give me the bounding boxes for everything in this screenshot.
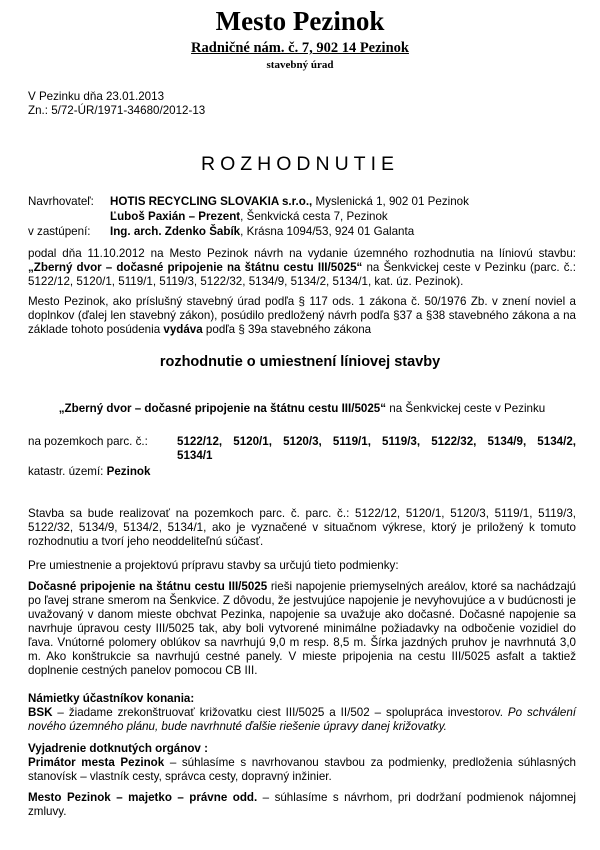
bsk-label: BSK: [28, 706, 53, 719]
property-label: Mesto Pezinok – majetko – právne odd.: [28, 791, 258, 804]
project-line: [28, 402, 576, 416]
city-address: Radničné nám. č. 7, 902 14 Pezinok: [191, 40, 409, 56]
application-rest: na Šenkvickej ceste v Pezinku (parc. č.: 5122/12, 5120/1, 5119/1, 5119/3, 5122/32, 5134/9, 5134/2, 5134/1, kat. úz. Pezinok).: [28, 261, 576, 288]
authority-end: podľa § 39a stavebného zákona: [202, 323, 372, 336]
statement-property: [28, 791, 576, 819]
application-paragraph: [28, 247, 576, 289]
decision-subheading: rozhodnutie o umiestnení líniovej stavby: [159, 354, 441, 370]
parcels-values: 5122/12, 5120/1, 5120/3, 5119/1, 5119/3, 5122/32, 5134/9, 5134/2, 5134/1: [177, 435, 576, 462]
application-line: podal dňa 11.10.2012 na Mesto Pezinok návrh na vydanie územného rozhodnutia na líniovú stavbu:: [28, 247, 576, 260]
authority-paragraph: [28, 295, 576, 337]
cadastre-line: [28, 465, 150, 479]
connection-paragraph: [28, 580, 576, 678]
parcels-label: na pozemkoch parc. č.:: [28, 435, 148, 448]
statement-primator: [28, 756, 576, 784]
statements-heading: Vyjadrenie dotknutých orgánov :: [28, 742, 208, 755]
project-name: „Zberný dvor – dočasné pripojenie na štátnu cestu III/5025“: [28, 261, 363, 274]
primator-text: – súhlasíme s navrhovanou stavbou za podmienky, predloženia súhlasných stanovísk – vlastník cesty, správca cesty, dopravný inžinier.: [28, 756, 576, 783]
connection-heading: Dočasné pripojenie na štátnu cestu III/5025: [28, 580, 268, 593]
authority-text: Mesto Pezinok, ako príslušný stavebný úrad podľa § 117 ods. 1 zákona č. 50/1976 Zb. v znení noviel a doplnkov (ďalej len stavebný zákon), posúdilo predložený návrh podľa §37 a §38 stavebného zákona a na základe tohoto posúdenia: [28, 295, 576, 336]
location-paragraph: Stavba sa bude realizovať na pozemkoch parc. č. parc. č.: 5122/12, 5120/1, 5120/3, 5119/1, 5119/3, 5122/32, 5134/9, 5134/2, 5134/1, ako je vyznačené v situačnom výkrese, ktorý je priložený k tomuto rozhodnutiu a tvorí jeho neoddeliteľnú súčasť.: [28, 507, 576, 548]
proxy-address: , Krásna 1094/53, 924 01 Galanta: [240, 225, 415, 238]
city-title: Mesto Pezinok: [215, 6, 385, 36]
primator-label: Primátor mesta Pezinok: [28, 756, 165, 769]
issues-word: vydáva: [163, 323, 203, 336]
place-date: V Pezinku dňa 23.01.2013: [28, 90, 165, 103]
proxy-name: Ing. arch. Zdenko Šabík: [110, 225, 241, 238]
cadastre-label: katastr. území:: [28, 465, 104, 478]
project-line-rest: na Šenkvickej ceste v Pezinku: [386, 402, 546, 415]
applicant-name: HOTIS RECYCLING SLOVAKIA s.r.o.,: [110, 195, 313, 208]
applicant-line: [110, 195, 576, 209]
director-line: [110, 210, 576, 224]
proxy-label: v zastúpení:: [28, 225, 91, 238]
objections-bsk: [28, 706, 576, 734]
office-name: stavebný úrad: [266, 59, 334, 71]
property-text: – súhlasíme s návrhom, pri dodržaní podmienok nájomnej zmluvy.: [28, 791, 576, 818]
bsk-italic: Po schválení nového územného plánu, bude navrhnuté ďalšie riešenie úpravy danej križovatky.: [28, 706, 576, 733]
project-line-name: „Zberný dvor – dočasné pripojenie na štátnu cestu III/5025“: [58, 402, 387, 415]
proxy-line: [110, 225, 576, 239]
file-number: Zn.: 5/72-ÚR/1971-34680/2012-13: [28, 104, 206, 117]
director-name: Ľuboš Paxián – Prezent: [110, 210, 241, 223]
objections-heading: Námietky účastníkov konania:: [28, 692, 195, 705]
decision-title: ROZHODNUTIE: [201, 153, 399, 175]
cadastre-value: Pezinok: [106, 465, 151, 478]
connection-text: rieši napojenie priemyselných areálov, ktoré sa nachádzajú po ľavej strane smerom na Šenkvice. Z dôvodu, že jestvujúce napojenie je nevyhovujúce a v budúcnosti je uvažovaný v danom mieste obchvat Pezinka, napojenie sa uvažuje ako dočasné. Dočasné napojenie sa navrhuje úpravou cesty III/5025 tak, aby boli vytvorené minimálne požiadavky na odbočenie vozidiel do ľava. Vnútorné polomery oblúkov sa navrhujú 9,0 m resp. 8,5 m. Šírka jazdných pruhov je navrhnutá 3,0 m. Ako konštrukcie sa navrhujú cestné panely. V mieste pripojenia na cestu III/5025 asfalt a taktiež doplnenie cestných panelov pomocou CB III.: [28, 580, 576, 677]
director-address: , Šenkvická cesta 7, Pezinok: [240, 210, 388, 223]
conditions-intro: Pre umiestnenie a projektovú prípravu stavby sa určujú tieto podmienky:: [28, 559, 399, 572]
applicant-label: Navrhovateľ:: [28, 195, 94, 208]
applicant-address: Myslenická 1, 902 01 Pezinok: [312, 195, 469, 208]
bsk-text: – žiadame zrekonštruovať križovatku ciest III/5025 a II/502 – spolupráca investorov.: [52, 706, 508, 719]
meta-block: [28, 90, 576, 118]
